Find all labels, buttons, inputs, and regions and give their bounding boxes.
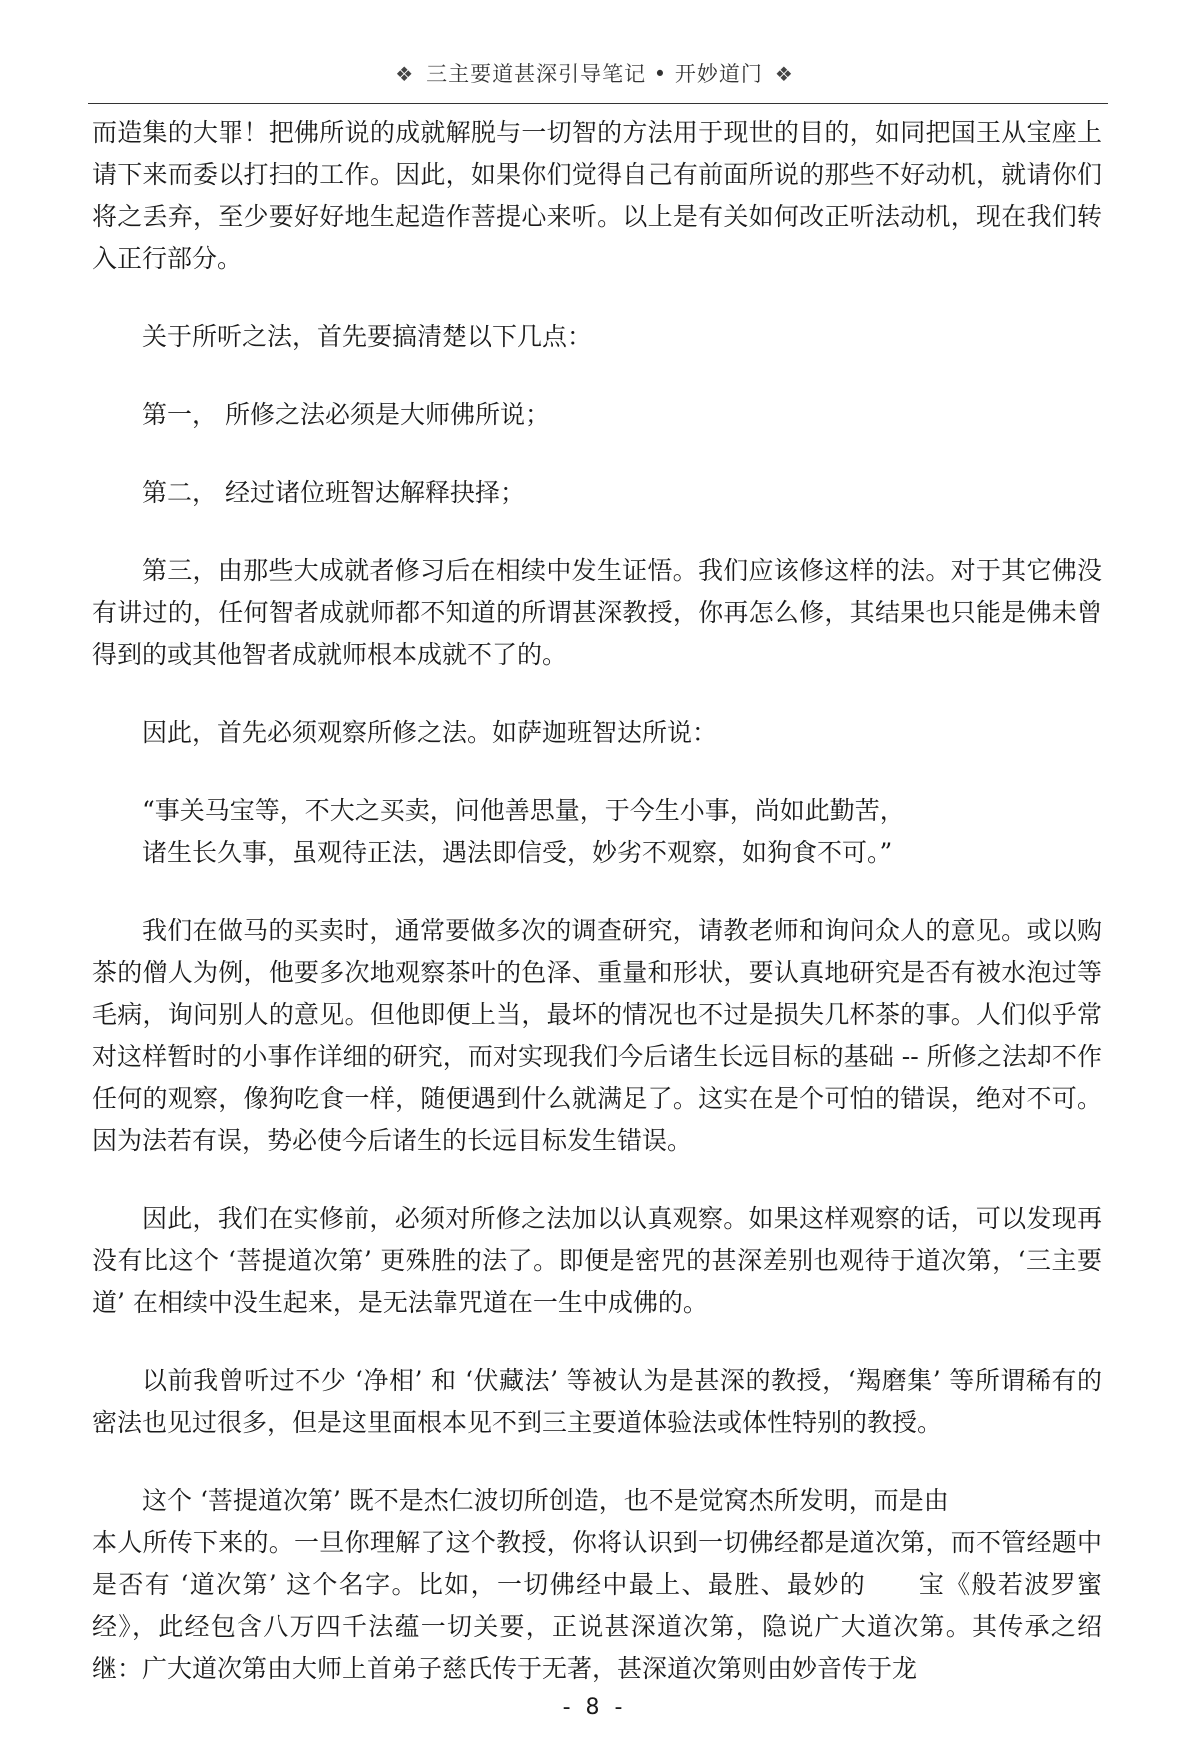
header-title: 三主要道甚深引导笔记 • 开妙道门	[426, 62, 763, 86]
verse-line-1: “事关马宝等，不大之买卖，问他善思量，于今生小事，尚如此勤苦，	[142, 796, 905, 825]
paragraph-continuation: 而造集的大罪！把佛所说的成就解脱与一切智的方法用于现世的目的，如同把国王从宝座上请下来而委以打扫的工作。因此，如果你们觉得自己有前面所说的那些不好动机，就请你们将之丢弃，至少要好好地生起造作菩提心来听。以上是有关如何改正听法动机，现在我们转入正行部分。	[92, 118, 1102, 273]
paragraph-lineage: 本人所传下来的。一旦你理解了这个教授，你将认识到一切佛经都是道次第，而不管经题中是否有 ‘道次第’ 这个名字。比如，一切佛经中最上、最胜、最妙的 宝《般若波罗蜜经》，此经包含八万四千法蕴一切关要，正说甚深道次第，隐说广大道次第。其传承之绍继：广大道次第由大师上首弟子慈氏传于无著，甚深道次第则由妙音传于龙	[92, 1528, 1102, 1683]
paragraph-point-three: 第三，由那些大成就者修习后在相续中发生证悟。我们应该修这样的法。对于其它佛没有讲过的，任何智者成就师都不知道的所谓甚深教授，你再怎么修，其结果也只能是佛未曾得到的或其他智者成就师根本成就不了的。	[92, 556, 1102, 669]
paragraph-examine-dharma: 因此，我们在实修前，必须对所修之法加以认真观察。如果这样观察的话，可以发现再没有比这个 ‘菩提道次第’ 更殊胜的法了。即便是密咒的甚深差别也观待于道次第，‘三主要道’ 在相续中没生起来，是无法靠咒道在一生中成佛的。	[92, 1204, 1102, 1317]
paragraph-points-intro: 关于所听之法，首先要搞清楚以下几点：	[142, 322, 593, 351]
page-number: - 8 -	[562, 1695, 627, 1720]
paragraph-lamrim-origin: 这个 ‘菩提道次第’ 既不是杰仁波切所创造，也不是觉窝杰所发明，而是由	[142, 1486, 949, 1515]
verse-line-2: 诸生长久事，虽观待正法，遇法即信受，妙劣不观察，如狗食不可。”	[142, 838, 893, 867]
paragraph-profound-teachings: 以前我曾听过不少 ‘净相’ 和 ‘伏藏法’ 等被认为是甚深的教授，‘羯磨集’ 等所谓稀有的密法也见过很多，但是这里面根本见不到三主要道体验法或体性特别的教授。	[92, 1366, 1102, 1437]
running-header	[0, 58, 1189, 88]
header-rule	[88, 103, 1108, 104]
verse-quote	[92, 790, 1102, 874]
paragraph-point-one: 第一， 所修之法必须是大师佛所说；	[142, 400, 550, 429]
paragraph-horse-trade: 我们在做马的买卖时，通常要做多次的调查研究，请教老师和询问众人的意见。或以购茶的僧人为例，他要多次地观察茶叶的色泽、重量和形状，要认真地研究是否有被水泡过等毛病，询问别人的意见。但他即便上当，最坏的情况也不过是损失几杯茶的事。人们似乎常对这样暂时的小事作详细的研究，而对实现我们今后诸生长远目标的基础 -- 所修之法却不作任何的观察，像狗吃食一样，随便遇到什么就满足了。这实在是个可怕的错误，绝对不可。因为法若有误，势必使今后诸生的长远目标发生错误。	[92, 916, 1102, 1155]
paragraph-quote-intro: 因此，首先必须观察所修之法。如萨迦班智达所说：	[142, 718, 718, 747]
page-body	[92, 112, 1102, 1690]
paragraph-point-two: 第二， 经过诸位班智达解释抉择；	[142, 478, 525, 507]
ornament-right-icon: ❖	[774, 62, 794, 86]
ornament-left-icon: ❖	[395, 62, 415, 86]
